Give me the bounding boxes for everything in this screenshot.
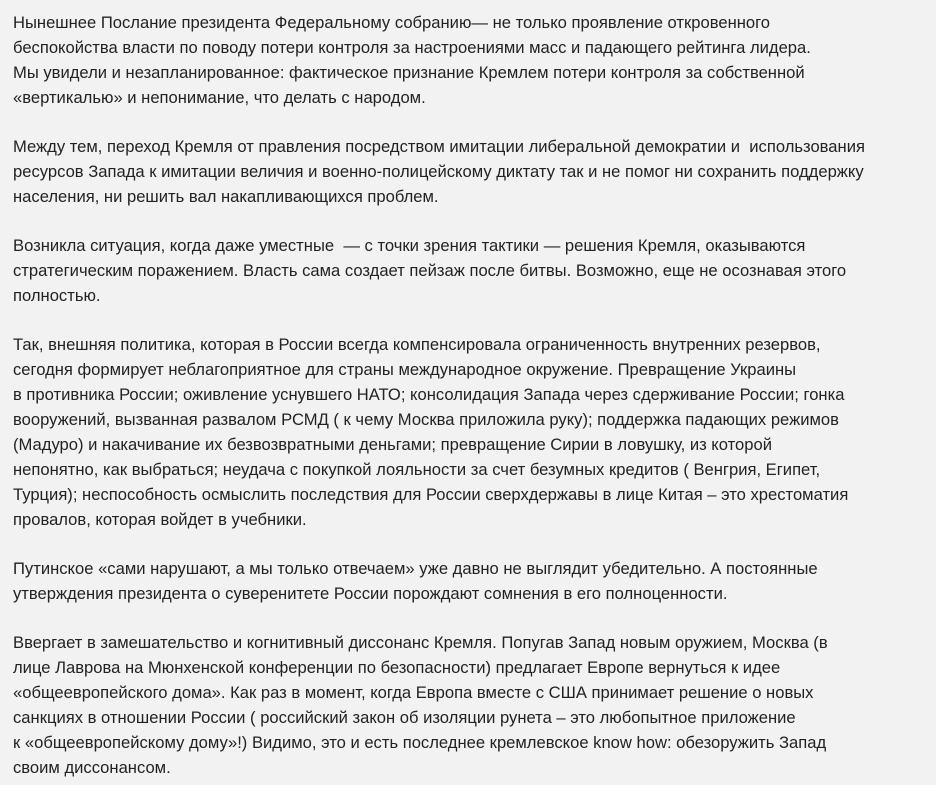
text-line: населения, ни решить вал накапливающихся проблем.: [13, 187, 439, 206]
text-line: сегодня формирует неблагоприятное для страны международное окружение. Превращение Украины: [13, 360, 797, 379]
paragraph-4: [13, 332, 936, 532]
paragraph-3: [13, 233, 936, 308]
text-line: к «общеевропейскому дому»!) Видимо, это и есть последнее кремлевское know how: обезоружить Запад: [13, 733, 827, 752]
text-line: Мы увидели и незапланированное: фактическое признание Кремлем потери контроля за собственной: [13, 63, 805, 82]
text-line: Между тем, переход Кремля от правления посредством имитации либеральной демократии и использования: [13, 137, 865, 156]
text-line: лице Лаврова на Мюнхенской конференции по безопасности) предлагает Европе вернуться к идее: [13, 658, 781, 677]
paragraph-5: [13, 556, 936, 606]
text-line: беспокойства власти по поводу потери контроля за настроениями масс и падающего рейтинга лидера.: [13, 38, 811, 57]
text-line: Турция); неспособность осмыслить последствия для России сверхдержавы в лице Китая – это хрестоматия: [13, 485, 849, 504]
text-line: непонятно, как выбраться; неудача с покупкой лояльности за счет безумных кредитов ( Венгрия, Египет,: [13, 460, 821, 479]
text-line: Ввергает в замешательство и когнитивный диссонанс Кремля. Попугав Запад новым оружием, Москва (в: [13, 633, 828, 652]
paragraph-1: [13, 10, 936, 110]
text-line: в противника России; оживление уснувшего НАТО; консолидация Запада через сдерживание России; гонка: [13, 385, 845, 404]
text-line: Путинское «сами нарушают, а мы только отвечаем» уже давно не выглядит убедительно. А постоянные: [13, 559, 818, 578]
paragraph-2: [13, 134, 936, 209]
text-line: стратегическим поражением. Власть сама создает пейзаж после битвы. Возможно, еще не осознавая этого: [13, 261, 847, 280]
text-line: Возникла ситуация, когда даже уместные — с точки зрения тактики — решения Кремля, оказываются: [13, 236, 806, 255]
paragraph-6: [13, 630, 936, 780]
text-line: (Мадуро) и накачивание их безвозвратными деньгами; превращение Сирии в ловушку, из которой: [13, 435, 772, 454]
text-line: санкциях в отношении России ( российский закон об изоляции рунета – это любопытное приложение: [13, 708, 796, 727]
text-line: «общеевропейского дома». Как раз в момент, когда Европа вместе с США принимает решение о новых: [13, 683, 814, 702]
text-line: ресурсов Запада к имитации величия и военно-полицейскому диктату так и не помог ни сохранить поддержку: [13, 162, 864, 181]
text-line: своим диссонансом.: [13, 758, 171, 777]
text-line: Нынешнее Послание президента Федеральному собранию— не только проявление откровенного: [13, 13, 771, 32]
text-line: вооружений, вызванная развалом РСМД ( к чему Москва приложила руку); поддержка падающих режимов: [13, 410, 839, 429]
text-line: утверждения президента о суверенитете России порождают сомнения в его полноценности.: [13, 584, 728, 603]
text-line: провалов, которая войдет в учебники.: [13, 510, 307, 529]
text-line: полностью.: [13, 286, 101, 305]
text-line: «вертикалью» и непонимание, что делать с народом.: [13, 88, 426, 107]
text-line: Так, внешняя политика, которая в России всегда компенсировала ограниченность внутренних резервов,: [13, 335, 821, 354]
